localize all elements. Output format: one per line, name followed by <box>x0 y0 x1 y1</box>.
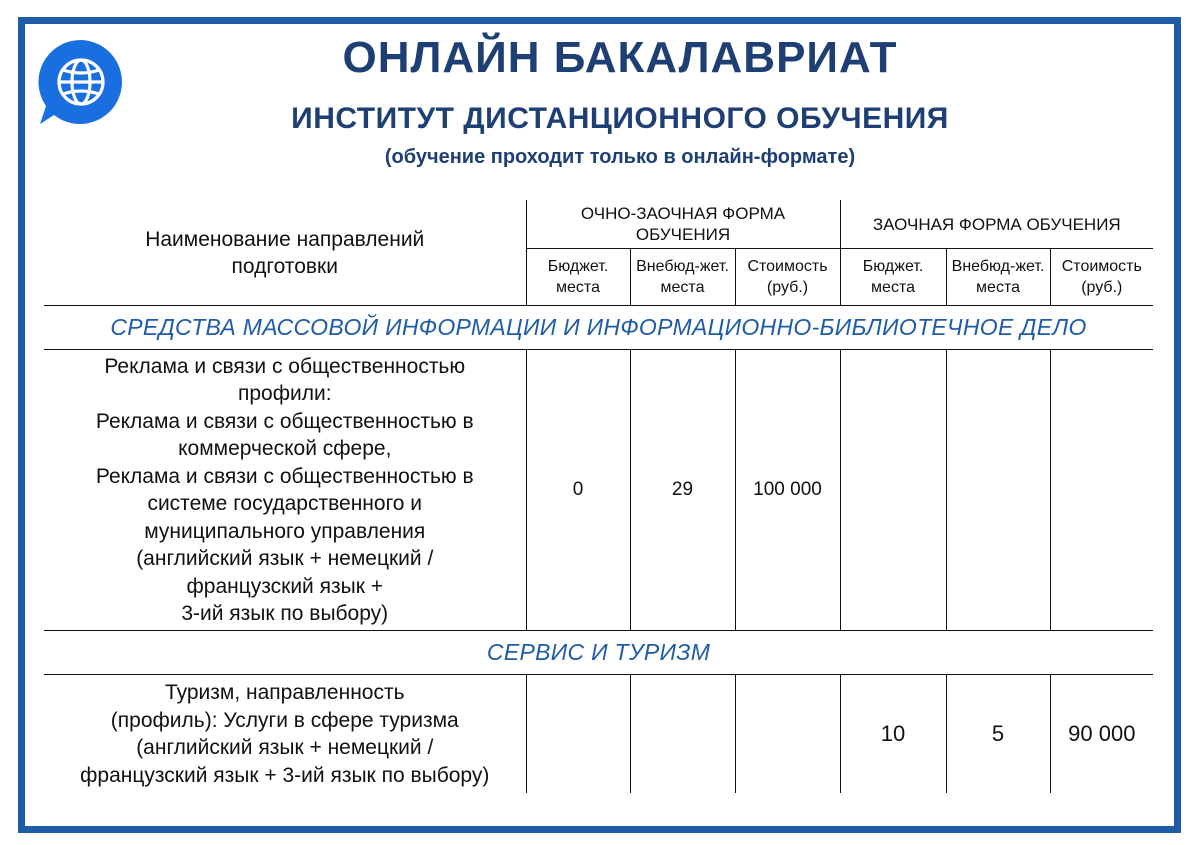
column-group-extramural: ЗАОЧНАЯ ФОРМА ОБУЧЕНИЯ <box>840 200 1153 249</box>
program-name: Туризм, направленность (профиль): Услуги в сфере туризма (английский язык + немецкий / французский язык + 3-ий язык по выбору) <box>44 675 526 794</box>
paid-places-value: 29 <box>630 350 735 631</box>
paid-places-value <box>630 675 735 794</box>
column-header-budget: Бюджет. места <box>840 249 946 306</box>
column-header-name: Наименование направлений подготовки <box>44 200 526 306</box>
cost-value: 100 000 <box>735 350 840 631</box>
cost-value <box>1050 350 1153 631</box>
column-header-cost: Стоимость (руб.) <box>1050 249 1153 306</box>
column-group-part-time: ОЧНО-ЗАОЧНАЯ ФОРМА ОБУЧЕНИЯ <box>526 200 840 249</box>
column-header-budget: Бюджет. места <box>526 249 630 306</box>
table-row <box>44 350 1153 631</box>
paid-places-value <box>946 350 1050 631</box>
column-header-paid: Внебюд-жет. места <box>630 249 735 306</box>
page-title: ОНЛАЙН БАКАЛАВРИАТ <box>342 33 898 82</box>
cost-value <box>735 675 840 794</box>
column-header-cost: Стоимость (руб.) <box>735 249 840 306</box>
section-title: СЕРВИС И ТУРИЗМ <box>44 631 1153 675</box>
cost-value: 90 000 <box>1050 675 1153 794</box>
paid-places-value: 5 <box>946 675 1050 794</box>
table-row <box>44 675 1153 794</box>
institute-name: ИНСТИТУТ ДИСТАНЦИОННОГО ОБУЧЕНИЯ <box>291 102 949 135</box>
programs-table <box>44 200 1153 793</box>
format-note: (обучение проходит только в онлайн-формате) <box>384 146 856 168</box>
budget-places-value <box>840 350 946 631</box>
section-title: СРЕДСТВА МАССОВОЙ ИНФОРМАЦИИ И ИНФОРМАЦИОННО-БИБЛИОТЕЧНОЕ ДЕЛО <box>44 306 1153 350</box>
program-name: Реклама и связи с общественностью профили: Реклама и связи с общественностью в коммерческой сфере, Реклама и связи с общественностью в системе государственного и муниципального управления (английский язык + немецкий / французский язык + 3-ий язык по выбору) <box>44 350 526 631</box>
budget-places-value: 10 <box>840 675 946 794</box>
budget-places-value: 0 <box>526 350 630 631</box>
budget-places-value <box>526 675 630 794</box>
column-header-paid: Внебюд-жет. места <box>946 249 1050 306</box>
